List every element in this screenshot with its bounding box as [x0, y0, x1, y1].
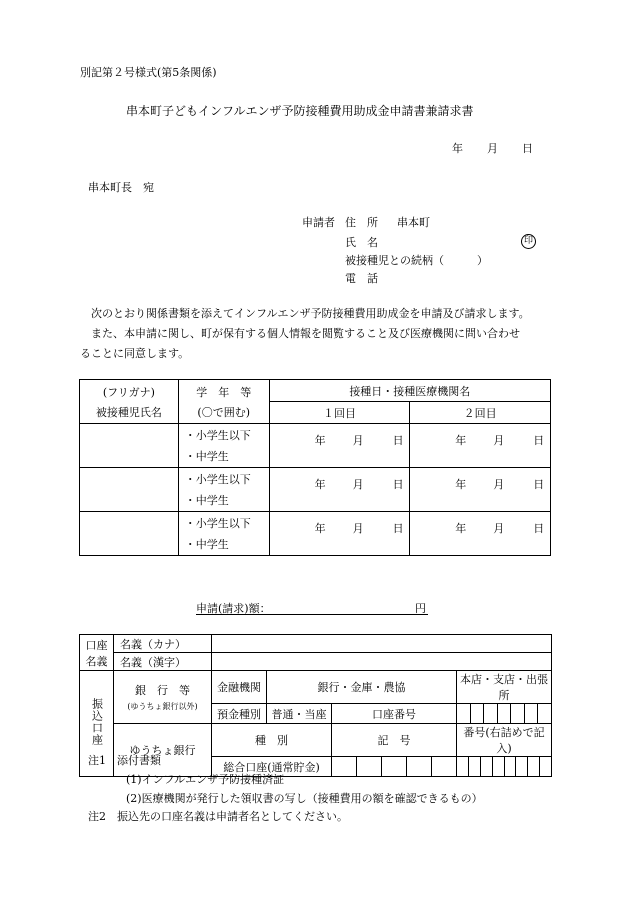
address-label: 住 所	[345, 216, 378, 229]
second-date-cell[interactable]: 年 月 日	[410, 512, 551, 556]
date-year: 年	[452, 142, 463, 155]
account-number-label: 口座番号	[332, 704, 457, 724]
first-date-cell[interactable]: 年 月 日	[269, 468, 410, 512]
child-row	[80, 468, 551, 512]
child-row	[80, 424, 551, 468]
account-number-boxes[interactable]	[457, 704, 552, 724]
kana-label: 名義（カナ）	[114, 635, 212, 653]
form-number: 別記第２号様式(第5条関係)	[80, 66, 217, 79]
note-1-item-1: (1)インフルエンザ予防接種済証	[126, 773, 285, 786]
grade-cell[interactable]: ・小学生以下 ・中学生	[178, 424, 269, 468]
date-day: 日	[522, 142, 533, 155]
number-boxes[interactable]	[457, 757, 552, 777]
branch-input[interactable]: 本店・支店・出張所	[457, 671, 552, 704]
form-title: 串本町子どもインフルエンザ予防接種費用助成金申請書兼請求書	[126, 104, 474, 118]
grade-cell[interactable]: ・小学生以下 ・中学生	[178, 468, 269, 512]
body-line-3: ることに同意します。	[80, 347, 190, 360]
yucho-kind-value[interactable]: 総合口座(通常貯金)	[212, 757, 332, 777]
first-date-cell[interactable]: 年 月 日	[269, 424, 410, 468]
header-second: ２回目	[410, 402, 551, 424]
second-date-cell[interactable]: 年 月 日	[410, 468, 551, 512]
kana-input[interactable]	[212, 635, 552, 653]
header-date: 接種日・接種医療機関名	[269, 380, 550, 402]
kanji-input[interactable]	[212, 653, 552, 671]
amount-label: 申請(請求)額：	[196, 602, 271, 615]
header-name: (フリガナ) 被接種児氏名	[80, 380, 179, 424]
symbol-label: 記 号	[332, 724, 457, 757]
header-grade: 学 年 等 (〇で囲む)	[178, 380, 269, 424]
institution-label: 金融機関	[212, 671, 267, 704]
institution-input[interactable]: 銀行・金庫・農協	[267, 671, 457, 704]
amount-field[interactable]	[196, 600, 428, 615]
transfer-label: 振込口座	[80, 671, 114, 777]
note-1: 注1 添付書類	[88, 754, 161, 767]
kind-label: 種 別	[212, 724, 332, 757]
amount-unit: 円	[415, 602, 426, 615]
grade-cell[interactable]: ・小学生以下 ・中学生	[178, 512, 269, 556]
addressee: 串本町長 宛	[88, 181, 154, 194]
number-label: 番号(右詰めで記入)	[457, 724, 552, 757]
account-name-label: 口座 名義	[80, 635, 114, 671]
date-month: 月	[487, 142, 498, 155]
kanji-label: 名義（漢字）	[114, 653, 212, 671]
deposit-type-label: 預金種別	[212, 704, 267, 724]
first-date-cell[interactable]: 年 月 日	[269, 512, 410, 556]
address-value: 串本町	[397, 216, 430, 229]
symbol-boxes[interactable]	[332, 757, 457, 777]
bank-label: 銀 行 等 (ゆうちょ銀行以外)	[114, 671, 212, 724]
seal-mark: 印	[521, 233, 536, 249]
note-2: 注2 振込先の口座名義は申請者名としてください。	[88, 810, 348, 823]
applicant-label: 申請者	[302, 216, 335, 229]
child-name-cell[interactable]	[80, 512, 179, 556]
body-line-1: 次のとおり関係書類を添えてインフルエンザ予防接種費用助成金を申請及び請求します。	[80, 307, 530, 320]
yucho-label: ゆうちょ銀行	[114, 724, 212, 777]
child-row	[80, 512, 551, 556]
phone-label: 電 話	[345, 272, 378, 285]
note-1-item-2: (2)医療機関が発行した領収書の写し（接種費用の額を確認できるもの）	[126, 792, 483, 805]
child-name-cell[interactable]	[80, 468, 179, 512]
relation-label: 被接種児との続柄（ ）	[345, 254, 488, 267]
body-line-2: また、本申請に関し、町が保有する個人情報を閲覧すること及び医療機関に問い合わせ	[80, 327, 520, 340]
children-table	[79, 379, 551, 556]
deposit-type-input[interactable]: 普通・当座	[267, 704, 332, 724]
header-first: １回目	[269, 402, 410, 424]
name-label: 氏 名	[345, 236, 378, 249]
child-name-cell[interactable]	[80, 424, 179, 468]
second-date-cell[interactable]: 年 月 日	[410, 424, 551, 468]
